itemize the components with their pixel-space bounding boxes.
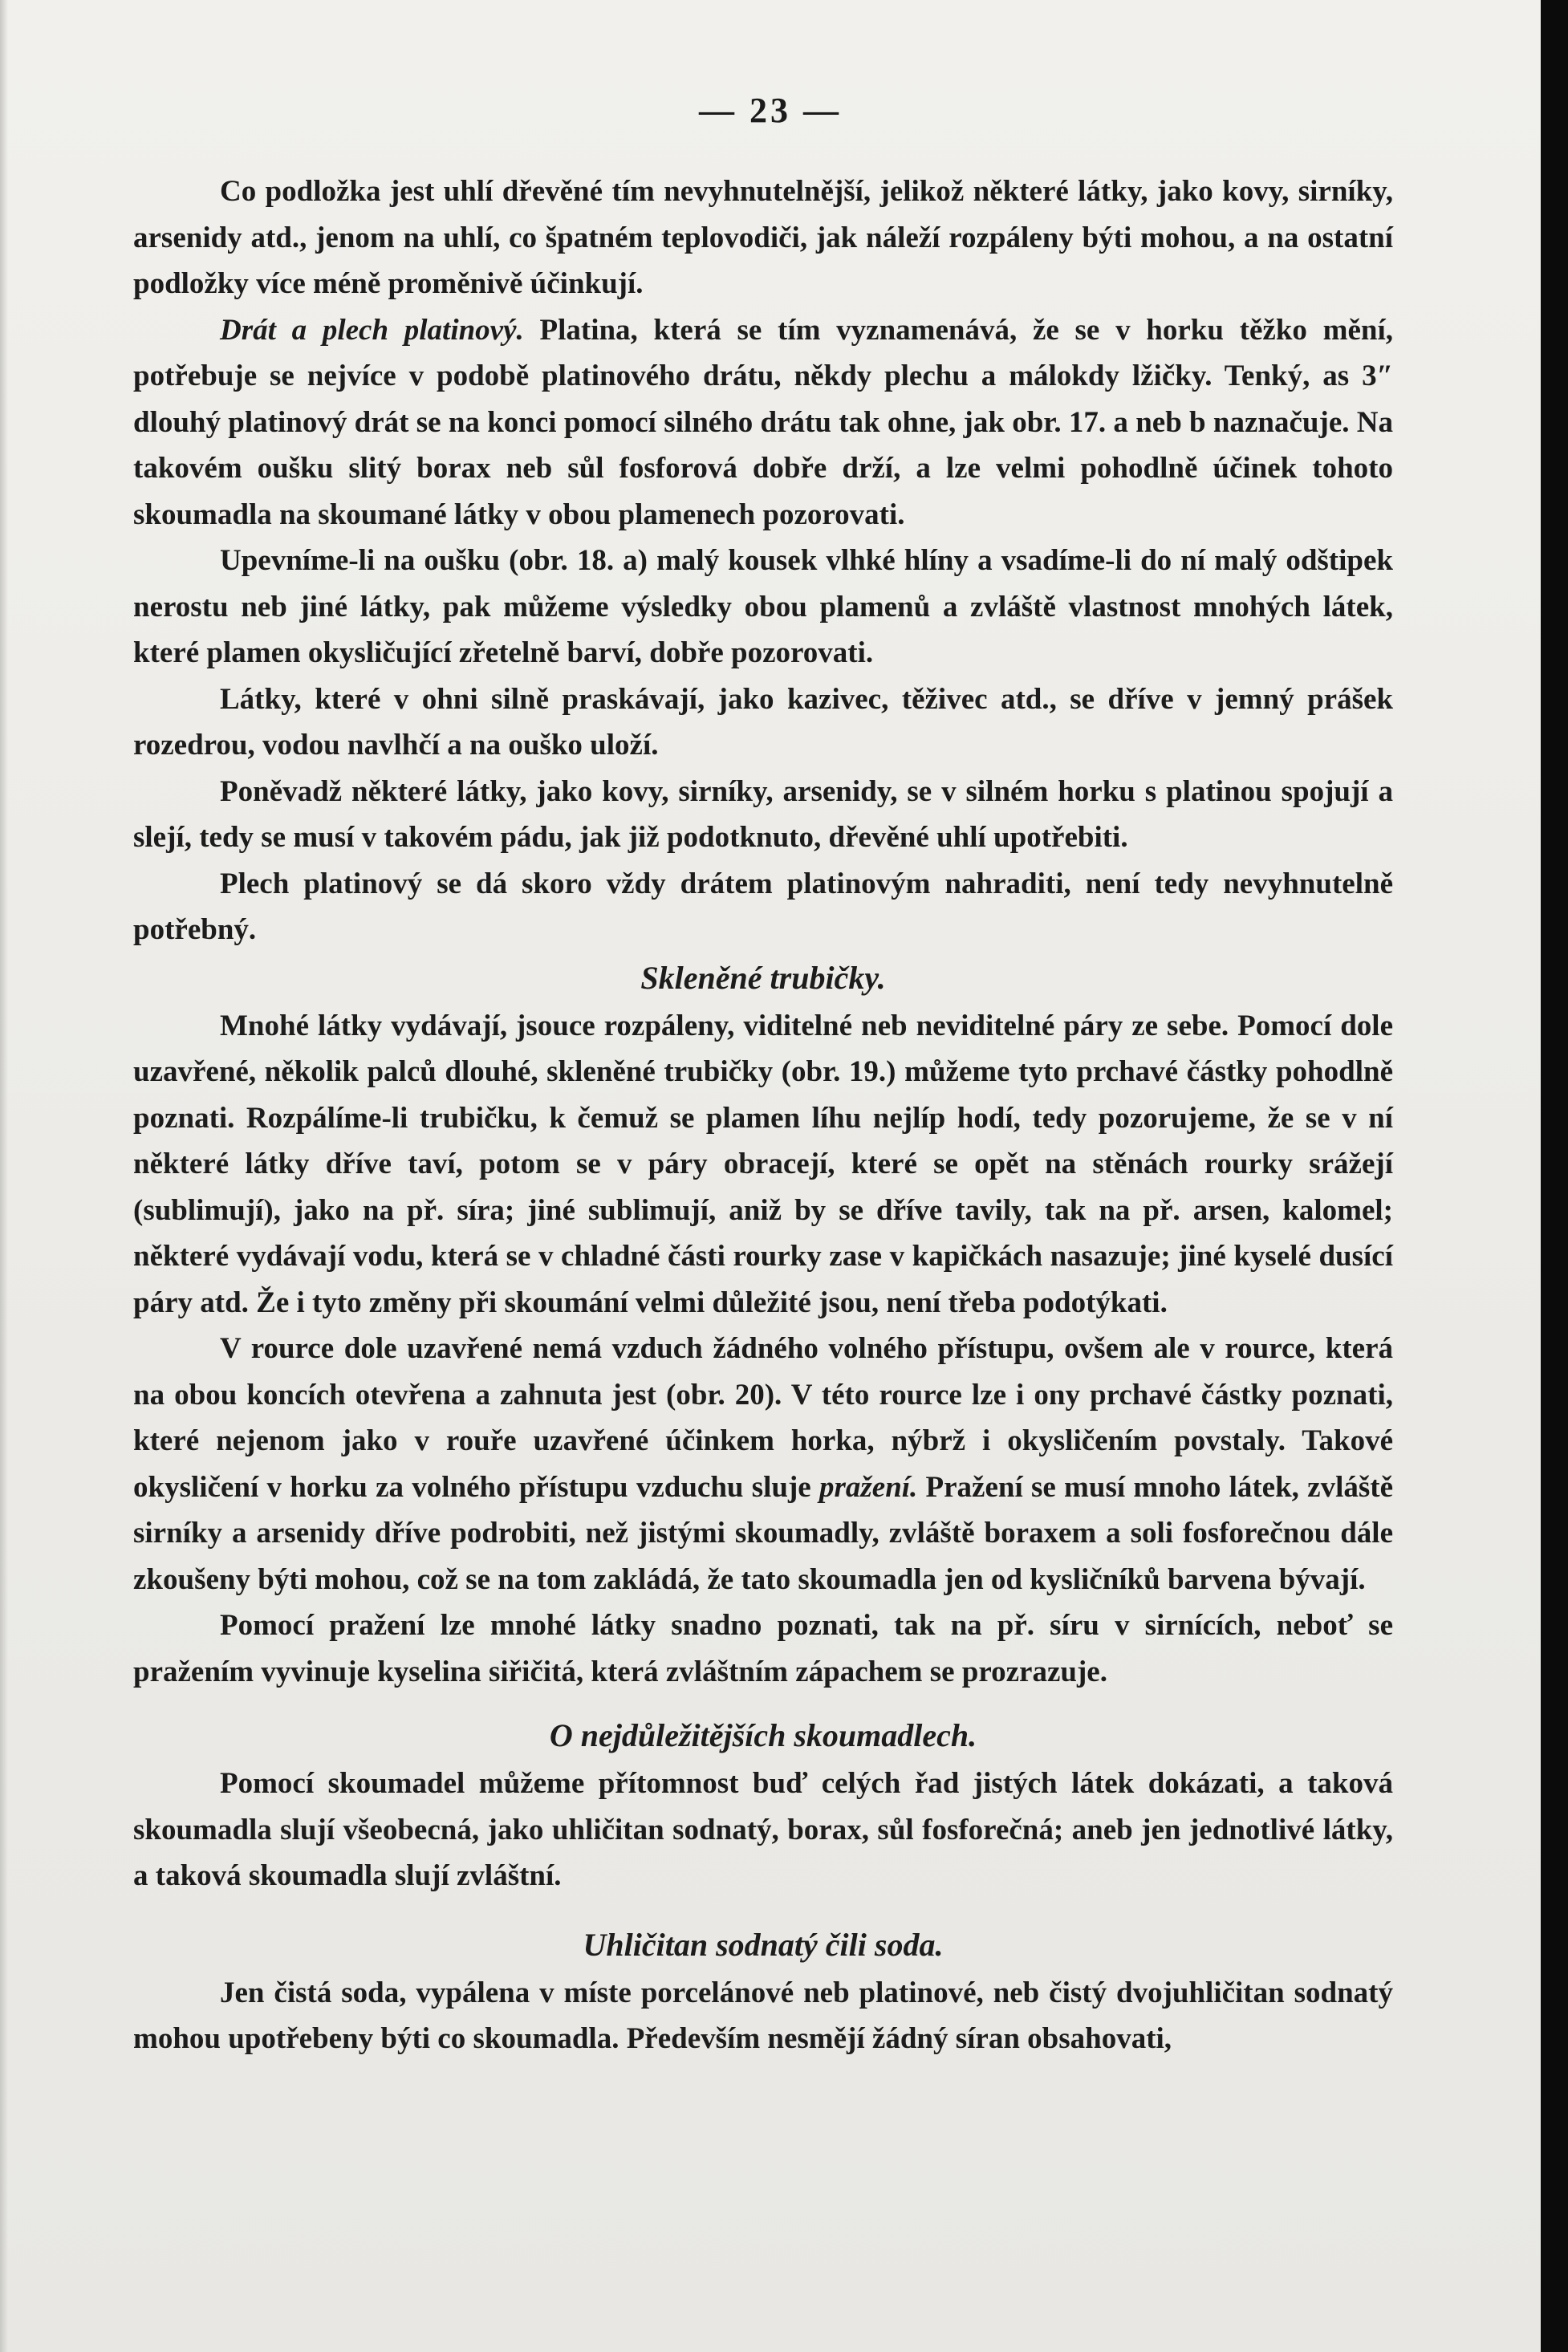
paragraph-clay-loop: Upevníme-li na oušku (obr. 18. a) malý kousek vlhké hlíny a vsadíme-li do ní malý odštipek nerostu neb jiné látky, pak můžeme výsledky obou plamenů a zvláště vlastnost mnohých látek, které plamen okysličující zřetelně barví, dobře pozorovati. <box>133 544 1393 669</box>
paragraph-platinum-text: Platina, která se tím vyznamenává, že se v horku těžko mění, potřebuje se nejvíce v podobě platinového drátu, někdy plechu a málokdy lžičky. Tenký, as 3″ dlouhý platinový drát se na konci pomocí silného drátu tak ohne, jak obr. 17. a neb b naznačuje. Na takovém oušku slitý borax neb sůl fosforová dobře drží, a lze velmi pohodlně účinek tohoto skoumadla na skoumané látky v obou plamenech pozorovati. <box>133 313 1393 531</box>
page-body <box>133 169 1393 2062</box>
paragraph-roasting-sulfur: Pomocí pražení lze mnohé látky snadno poznati, tak na př. síru v sirnících, neboť se pražením vyvinuje kyselina siřičitá, která zvláštním zápachem se prozrazuje. <box>133 1609 1393 1688</box>
paragraph-glass-tubes: Mnohé látky vydávají, jsouce rozpáleny, viditelné neb neviditelné páry ze sebe. Pomocí dole uzavřené, několik palců dlouhé, skleněné trubičky (obr. 19.) můžeme tyto prchavé částky pohodlně poznati. Rozpálíme-li trubičku, k čemuž se plamen líhu nejlíp hodí, tedy pozorujeme, že se v ní některé látky dříve taví, potom se v páry obracejí, které se opět na stěnách rourky srážejí (sublimují), jako na př. síra; jiné sublimují, aniž by se dříve tavily, tak na př. arsen, kalomel; některé vydávají vodu, která se v chladné části rourky zase v kapičkách nasazuje; jiné kyselé dusící páry atd. Že i tyto změny při skoumání velmi důležité jsou, není třeba podotýkati. <box>133 1009 1393 1319</box>
paragraph-open-tube-roasting <box>133 1326 1393 1603</box>
inline-title-platinum: Drát a plech platinový. <box>220 313 524 347</box>
paragraph-platinum-wire <box>133 307 1393 538</box>
paragraph-platinum-sheet: Plech platinový se dá skoro vždy drátem platinovým nahraditi, není tedy nevyhnutelně potřebný. <box>133 867 1393 946</box>
section-heading-reagents: O nejdůležitějších skoumadlech. <box>549 1717 977 1753</box>
scan-border-right <box>1541 0 1568 2352</box>
paragraph-charcoal-support: Co podložka jest uhlí dřevěné tím nevyhnutelnější, jelikož některé látky, jako kovy, sirníky, arsenidy atd., jenom na uhlí, co špatném teplovodiči, jak náleží rozpáleny býti mohou, a na ostatní podložky více méně proměnivě účinkují. <box>133 175 1393 300</box>
paragraph-roasting-text: Pražení se musí mnoho látek, zvláště sirníky a arsenidy dříve podrobiti, než jistými skoumadly, zvláště boraxem a soli fosforečnou dále zkoušeny býti mohou, což se na tom zakládá, že tato skoumadla jen od kysličníků barvena bývají. <box>133 1470 1394 1596</box>
paragraph-platinum-alloying: Poněvadž některé látky, jako kovy, sirníky, arsenidy, se v silném horku s platinou spojují a slejí, tedy se musí v takovém pádu, jak již podotknuto, dřevěné uhlí upotřebiti. <box>133 774 1393 854</box>
page-left-edge-shadow <box>0 0 8 2352</box>
section-heading-soda: Uhličitan sodnatý čili soda. <box>583 1926 944 1963</box>
paragraph-reagents: Pomocí skoumadel můžeme přítomnost buď celých řad jistých látek dokázati, a taková skoumadla slují všeobecná, jako uhličitan sodnatý, borax, sůl fosforečná; aneb jen jednotlivé látky, a taková skoumadla slují zvláštní. <box>133 1767 1393 1892</box>
paragraph-open-tube-text: V rource dole uzavřené nemá vzduch žádného volného přístupu, ovšem ale v rource, která na obou koncích otevřena a zahnuta jest (obr. 20). V této rource lze i ony prchavé částky poznati, které nejenom jako v rouře uzavřené účinkem horka, nýbrž i okysličením povstaly. Takové okysličení v horku za volného přístupu vzduchu sluje <box>133 1332 1393 1504</box>
paragraph-soda: Jen čistá soda, vypálena v míste porcelánové neb platinové, neb čistý dvojuhličitan sodnatý mohou upotřebeny býti co skoumadla. Především nesmějí žádný síran obsahovati, <box>133 1976 1393 2055</box>
paragraph-crackling-substances: Látky, které v ohni silně praskávají, jako kazivec, těživec atd., se dříve v jemný prášek rozedrou, vodou navlhčí a na ouško uloží. <box>133 682 1393 762</box>
section-heading-glass-tubes: Skleněné trubičky. <box>640 959 886 996</box>
term-roasting: pražení. <box>819 1470 918 1504</box>
page-number: — 23 — <box>699 91 842 130</box>
